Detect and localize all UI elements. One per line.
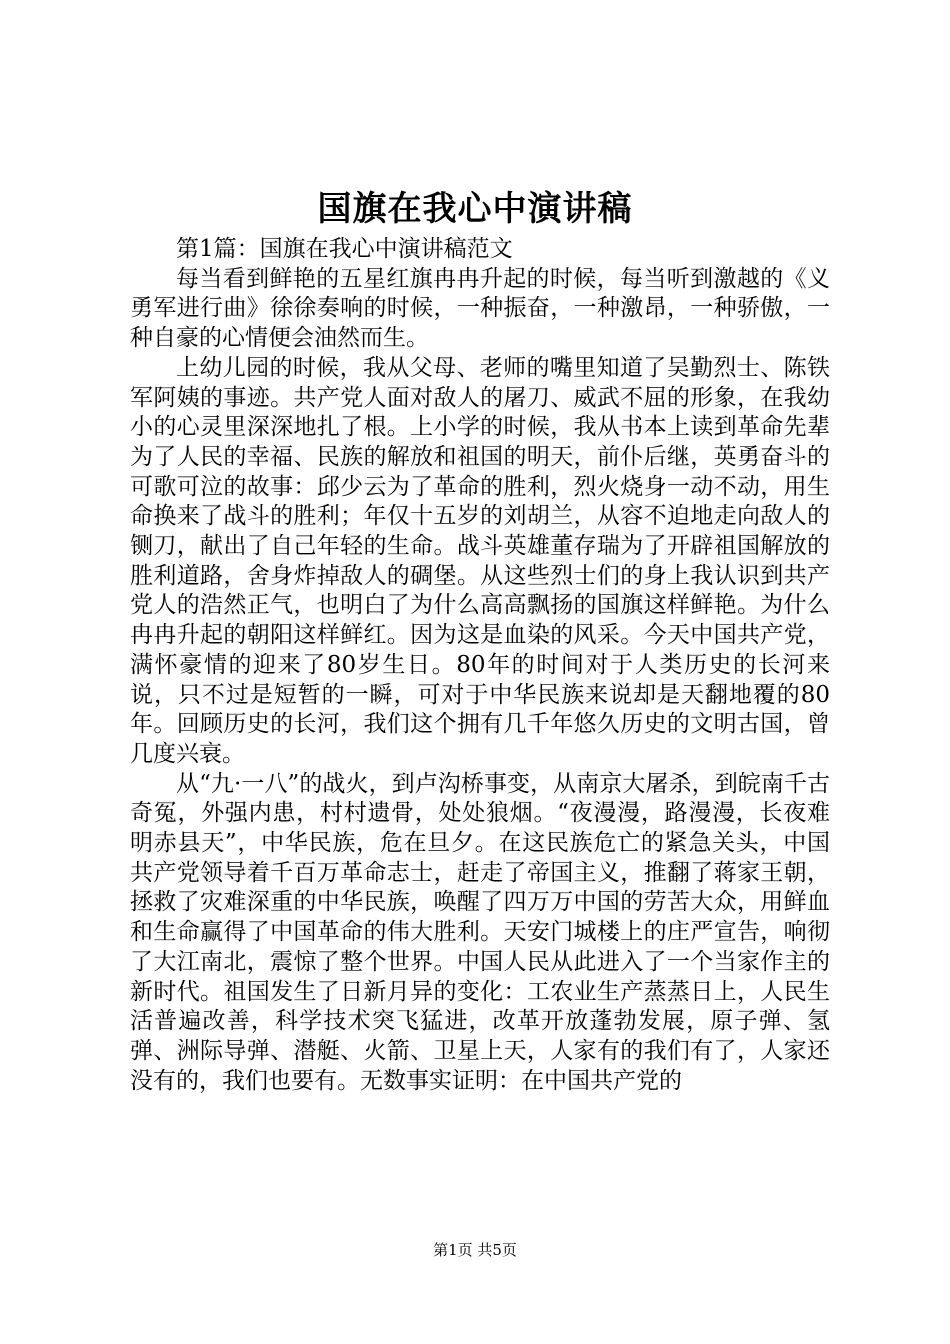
document-title: 国旗在我心中演讲稿 — [317, 189, 633, 229]
paragraph-2: 上幼儿园的时候，我从父母、老师的嘴里知道了吴勤烈士、陈铁军阿姨的事迹。共产党人面对敌人的屠刀、威武不屈的形象，在我幼小的心灵里深深地扎了根。上小学的时候，我从书本上读到革命先辈为了人民的幸福、民族的解放和祖国的明天，前仆后继，英勇奋斗的可歌可泣的故事：邱少云为了革命的胜利，烈火烧身一动不动，用生命换来了战斗的胜利；年仅十五岁的刘胡兰，从容不迫地走向敌人的铡刀，献出了自己年轻的生命。战斗英雄董存瑞为了开辟祖国解放的胜利道路，舍身炸掉敌人的碉堡。从这些烈士们的身上我认识到共产党人的浩然正气，也明白了为什么高高飘扬的国旗这样鲜艳。为什么冉冉升起的朝阳这样鲜红。因为这是血染的风采。今天中国共产党，满怀豪情的迎来了80岁生日。80年的时间对于人类历史的长河来说，只不过是短暂的一瞬，可对于中华民族来说却是天翻地覆的80年。回顾历史的长河，我们这个拥有几千年悠久历史的文明古国，曾几度兴衰。 — [130, 354, 830, 767]
paragraph-1: 每当看到鲜艳的五星红旗冉冉升起的时候，每当听到激越的《义勇军进行曲》徐徐奏响的时候，一种振奋，一种激昂，一种骄傲，一种自豪的心情便会油然而生。 — [130, 265, 830, 352]
document-body — [130, 235, 830, 1096]
paragraph-3: 从“九·一八”的战火，到卢沟桥事变，从南京大屠杀，到皖南千古奇冤，外强内患，村村遗骨，处处狼烟。“夜漫漫，路漫漫，长夜难明赤县天”，中华民族，危在旦夕。在这民族危亡的紧急关头，中国共产党领导着千百万革命志士，赶走了帝国主义，推翻了蒋家王朝，拯救了灾难深重的中华民族，唤醒了四万万中国的劳苦大众，用鲜血和生命赢得了中国革命的伟大胜利。天安门城楼上的庄严宣告，响彻了大江南北，震惊了整个世界。中国人民从此进入了一个当家作主的新时代。祖国发生了日新月异的变化：工农业生产蒸蒸日上，人民生活普遍改善，科学技术突飞猛进，改革开放蓬勃发展，原子弹、氢弹、洲际导弹、潜艇、火箭、卫星上天，人家有的我们有了，人家还没有的，我们也要有。无数事实证明：在中国共产党的 — [130, 770, 830, 1094]
section-heading: 第1篇：国旗在我心中演讲稿范文 — [176, 236, 513, 262]
page-footer: 第1页 共5页 — [433, 1241, 517, 1259]
